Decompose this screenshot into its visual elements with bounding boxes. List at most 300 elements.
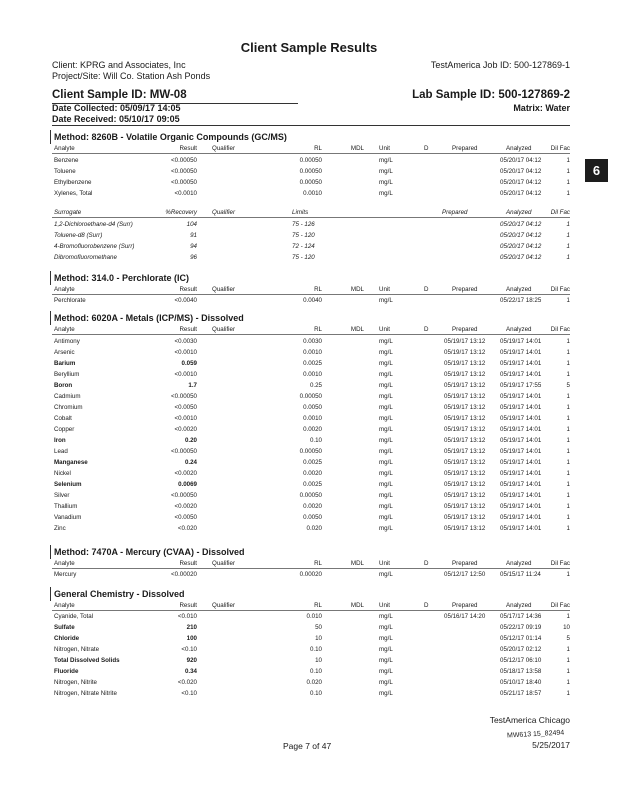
surrogate-row	[52, 230, 570, 241]
unit-value: mg/L	[379, 635, 393, 642]
col-rl: RL	[314, 326, 322, 333]
surrogate-analyzed-date: 05/20/17 04:12	[500, 254, 542, 261]
col-d: D	[424, 326, 429, 333]
result-value: <0.00020	[171, 571, 197, 578]
date-collected: Date Collected: 05/09/17 14:05	[52, 103, 181, 113]
col-result: Result	[179, 602, 197, 609]
prepared-date: 05/19/17 13:12	[444, 459, 486, 466]
result-value: 0.0069	[178, 481, 197, 488]
surrogate-name: Dibromofluoromethane	[54, 254, 117, 261]
dil-fac-value: 1	[566, 393, 570, 400]
table-row	[52, 655, 570, 666]
table-row	[52, 391, 570, 402]
result-value: <0.0010	[174, 415, 197, 422]
unit-value: mg/L	[379, 613, 393, 620]
col-surrogate-dil-fac: Dil Fac	[550, 209, 570, 216]
rl-value: 0.020	[306, 525, 322, 532]
analyte-name: Fluoride	[54, 668, 79, 675]
unit-value: mg/L	[379, 657, 393, 664]
rl-value: 0.0030	[303, 338, 322, 345]
analyte-name: Perchlorate	[54, 297, 86, 304]
analyzed-date: 05/19/17 14:01	[500, 393, 542, 400]
dil-fac-value: 1	[566, 503, 570, 510]
rl-value: 0.10	[309, 437, 322, 444]
dil-fac-value: 1	[566, 190, 570, 197]
rl-value: 0.0020	[303, 503, 322, 510]
table-row	[52, 688, 570, 699]
rl-value: 0.00050	[299, 448, 322, 455]
analyzed-date: 05/19/17 14:01	[500, 404, 542, 411]
analyte-name: Arsenic	[54, 349, 75, 356]
unit-value: mg/L	[379, 360, 393, 367]
rl-value: 0.0020	[303, 470, 322, 477]
rl-value: 0.0040	[303, 297, 322, 304]
col-prepared: Prepared	[452, 560, 478, 567]
dil-fac-value: 1	[566, 415, 570, 422]
rl-value: 0.020	[306, 679, 322, 686]
result-value: <0.0010	[174, 371, 197, 378]
unit-value: mg/L	[379, 448, 393, 455]
dil-fac-value: 10	[563, 624, 570, 631]
dil-fac-value: 1	[566, 668, 570, 675]
dil-fac-value: 1	[566, 426, 570, 433]
footer-page-number: Page 7 of 47	[283, 741, 332, 751]
surrogate-row	[52, 241, 570, 252]
prepared-date: 05/19/17 13:12	[444, 525, 486, 532]
analyte-name: Chloride	[54, 635, 80, 642]
col-analyte: Analyte	[54, 326, 75, 333]
analyzed-date: 05/19/17 14:01	[500, 503, 542, 510]
rl-value: 0.010	[306, 613, 322, 620]
analyzed-date: 05/12/17 06:10	[500, 657, 542, 664]
analyte-name: Nitrogen, Nitrite	[54, 679, 97, 686]
analyzed-date: 05/18/17 13:58	[500, 668, 542, 675]
unit-value: mg/L	[379, 668, 393, 675]
footer-doc-id: MW613 15_82494	[506, 729, 565, 740]
surrogate-name: 1,2-Dichloroethane-d4 (Surr)	[54, 221, 133, 228]
rl-value: 0.10	[309, 646, 322, 653]
table-row	[52, 347, 570, 358]
dil-fac-value: 1	[566, 360, 570, 367]
col-unit: Unit	[379, 602, 391, 609]
section-bracket	[50, 311, 51, 325]
rl-value: 0.10	[309, 690, 322, 697]
recovery-value: 96	[190, 254, 197, 261]
analyzed-date: 05/19/17 14:01	[500, 437, 542, 444]
analyzed-date: 05/19/17 14:01	[500, 371, 542, 378]
dil-fac-value: 1	[566, 646, 570, 653]
rl-value: 0.10	[309, 668, 322, 675]
unit-value: mg/L	[379, 690, 393, 697]
analyte-name: Cadmium	[54, 393, 81, 400]
client-name: Client: KPRG and Associates, Inc	[52, 60, 186, 70]
rl-value: 0.00050	[299, 157, 322, 164]
analyte-name: Total Dissolved Solids	[54, 657, 120, 664]
unit-value: mg/L	[379, 470, 393, 477]
unit-value: mg/L	[379, 514, 393, 521]
col-analyzed: Analyzed	[506, 286, 532, 293]
prepared-date: 05/19/17 13:12	[444, 338, 486, 345]
unit-value: mg/L	[379, 426, 393, 433]
col-mdl: MDL	[350, 286, 364, 293]
analyte-name: Nitrogen, Nitrate Nitrite	[54, 690, 117, 697]
result-value: <0.0020	[174, 470, 197, 477]
unit-value: mg/L	[379, 168, 393, 175]
footer-lab-name: TestAmerica Chicago	[489, 715, 570, 725]
col-analyzed: Analyzed	[506, 145, 532, 152]
prepared-date: 05/19/17 13:12	[444, 448, 486, 455]
unit-value: mg/L	[379, 503, 393, 510]
recovery-value: 104	[186, 221, 197, 228]
result-value: <0.00050	[171, 168, 197, 175]
dil-fac-value: 1	[566, 168, 570, 175]
col-surrogate-analyzed: Analyzed	[506, 209, 532, 216]
table-row	[52, 512, 570, 523]
analyte-name: Selenium	[54, 481, 82, 488]
result-value: 920	[186, 657, 197, 664]
table-row	[52, 677, 570, 688]
result-value: 0.34	[184, 668, 197, 675]
section-tab-6[interactable]: 6	[585, 159, 608, 182]
analyzed-date: 05/19/17 14:01	[500, 492, 542, 499]
analyte-name: Manganese	[54, 459, 88, 466]
col-analyzed: Analyzed	[506, 560, 532, 567]
analyte-name: Silver	[54, 492, 70, 499]
result-value: <0.0020	[174, 503, 197, 510]
table-row	[52, 413, 570, 424]
unit-value: mg/L	[379, 349, 393, 356]
analyte-name: Mercury	[54, 571, 77, 578]
col-rl: RL	[314, 560, 322, 567]
col-dil-fac: Dil Fac	[550, 145, 570, 152]
rl-value: 0.0010	[303, 415, 322, 422]
col-recovery: %Recovery	[165, 209, 197, 216]
prepared-date: 05/19/17 13:12	[444, 481, 486, 488]
rl-value: 0.0050	[303, 404, 322, 411]
prepared-date: 05/19/17 13:12	[444, 492, 486, 499]
table-row	[52, 369, 570, 380]
analyte-name: Sulfate	[54, 624, 75, 631]
col-mdl: MDL	[350, 560, 364, 567]
unit-value: mg/L	[379, 393, 393, 400]
analyte-name: Xylenes, Total	[54, 190, 93, 197]
surrogate-row	[52, 219, 570, 230]
col-d: D	[424, 602, 429, 609]
unit-value: mg/L	[379, 404, 393, 411]
analyzed-date: 05/19/17 14:01	[500, 470, 542, 477]
analyte-name: Vanadium	[54, 514, 82, 521]
col-result: Result	[179, 326, 197, 333]
col-dil-fac: Dil Fac	[550, 326, 570, 333]
col-surrogate-prepared: Prepared	[442, 209, 468, 216]
col-limits: Limits	[292, 209, 309, 216]
result-value: <0.0020	[174, 426, 197, 433]
table-row	[52, 336, 570, 347]
dil-fac-value: 1	[566, 459, 570, 466]
col-result: Result	[179, 286, 197, 293]
result-value: 100	[186, 635, 197, 642]
col-dil-fac: Dil Fac	[550, 286, 570, 293]
unit-value: mg/L	[379, 371, 393, 378]
prepared-date: 05/19/17 13:12	[444, 382, 486, 389]
col-prepared: Prepared	[452, 326, 478, 333]
prepared-date: 05/12/17 12:50	[444, 571, 486, 578]
table-row	[52, 523, 570, 534]
rl-value: 0.0025	[303, 360, 322, 367]
unit-value: mg/L	[379, 492, 393, 499]
dil-fac-value: 1	[566, 349, 570, 356]
analyte-name: Toluene	[54, 168, 76, 175]
col-result: Result	[179, 145, 197, 152]
surrogate-dil-fac: 1	[566, 221, 570, 228]
rl-value: 0.0025	[303, 459, 322, 466]
rl-value: 0.0050	[303, 514, 322, 521]
dil-fac-value: 1	[566, 371, 570, 378]
col-rl: RL	[314, 286, 322, 293]
column-header-rule	[52, 334, 570, 335]
col-d: D	[424, 560, 429, 567]
col-surrogate: Surrogate	[54, 209, 82, 216]
table-row	[52, 569, 570, 580]
surrogate-dil-fac: 1	[566, 254, 570, 261]
analyte-name: Nickel	[54, 470, 71, 477]
table-row	[52, 402, 570, 413]
unit-value: mg/L	[379, 382, 393, 389]
dil-fac-value: 1	[566, 157, 570, 164]
unit-value: mg/L	[379, 157, 393, 164]
dil-fac-value: 1	[566, 514, 570, 521]
section-bracket	[50, 130, 51, 144]
analyzed-date: 05/19/17 14:01	[500, 525, 542, 532]
col-mdl: MDL	[350, 602, 364, 609]
col-analyte: Analyte	[54, 602, 75, 609]
table-row	[52, 501, 570, 512]
analyte-name: Boron	[54, 382, 73, 389]
col-dil-fac: Dil Fac	[550, 560, 570, 567]
table-row	[52, 633, 570, 644]
analyzed-date: 05/19/17 14:01	[500, 349, 542, 356]
col-dil-fac: Dil Fac	[550, 602, 570, 609]
dil-fac-value: 1	[566, 437, 570, 444]
analyzed-date: 05/19/17 14:01	[500, 338, 542, 345]
col-analyte: Analyte	[54, 560, 75, 567]
result-value: 0.20	[184, 437, 197, 444]
prepared-date: 05/19/17 13:12	[444, 514, 486, 521]
analyte-name: Cobalt	[54, 415, 72, 422]
surrogate-name: 4-Bromofluorobenzene (Surr)	[54, 243, 135, 250]
dil-fac-value: 1	[566, 657, 570, 664]
table-row	[52, 424, 570, 435]
unit-value: mg/L	[379, 190, 393, 197]
table-row	[52, 358, 570, 369]
result-value: <0.00050	[171, 157, 197, 164]
result-value: 210	[186, 624, 197, 631]
analyzed-date: 05/19/17 14:01	[500, 426, 542, 433]
surrogate-row	[52, 252, 570, 263]
rl-value: 0.0020	[303, 426, 322, 433]
result-value: 1.7	[188, 382, 197, 389]
rl-value: 0.00020	[299, 571, 322, 578]
section-bracket	[50, 545, 51, 559]
analyte-name: Chromium	[54, 404, 83, 411]
analyzed-date: 05/19/17 17:55	[500, 382, 542, 389]
prepared-date: 05/19/17 13:12	[444, 349, 486, 356]
unit-value: mg/L	[379, 571, 393, 578]
analyzed-date: 05/20/17 04:12	[500, 190, 542, 197]
col-qualifier: Qualifier	[212, 560, 236, 567]
col-surrogate-qualifier: Qualifier	[212, 209, 236, 216]
table-row	[52, 435, 570, 446]
unit-value: mg/L	[379, 481, 393, 488]
table-row	[52, 188, 570, 199]
unit-value: mg/L	[379, 415, 393, 422]
col-d: D	[424, 145, 429, 152]
rl-value: 0.00050	[299, 179, 322, 186]
col-mdl: MDL	[350, 145, 364, 152]
dil-fac-value: 1	[566, 297, 570, 304]
section-bracket	[50, 271, 51, 285]
result-value: <0.0030	[174, 338, 197, 345]
analyte-name: Iron	[54, 437, 66, 444]
analyte-name: Benzene	[54, 157, 79, 164]
table-row	[52, 166, 570, 177]
rl-value: 0.0010	[303, 190, 322, 197]
prepared-date: 05/19/17 13:12	[444, 371, 486, 378]
rl-value: 0.25	[309, 382, 322, 389]
footer-date: 5/25/2017	[532, 740, 570, 750]
analyzed-date: 05/19/17 14:01	[500, 459, 542, 466]
table-row	[52, 468, 570, 479]
column-header-rule	[52, 153, 570, 154]
unit-value: mg/L	[379, 624, 393, 631]
dil-fac-value: 1	[566, 613, 570, 620]
col-prepared: Prepared	[452, 602, 478, 609]
dil-fac-value: 5	[566, 635, 570, 642]
analyzed-date: 05/19/17 14:01	[500, 448, 542, 455]
col-prepared: Prepared	[452, 286, 478, 293]
col-d: D	[424, 286, 429, 293]
analyte-name: Thallium	[54, 503, 78, 510]
result-value: <0.00050	[171, 492, 197, 499]
table-row	[52, 490, 570, 501]
table-row	[52, 666, 570, 677]
result-value: <0.0050	[174, 514, 197, 521]
section-title-metals: Method: 6020A - Metals (ICP/MS) - Dissolved	[54, 313, 244, 323]
col-qualifier: Qualifier	[212, 326, 236, 333]
limits-value: 75 - 120	[292, 232, 315, 239]
analyte-name: Nitrogen, Nitrate	[54, 646, 100, 653]
col-rl: RL	[314, 602, 322, 609]
prepared-date: 05/19/17 13:12	[444, 503, 486, 510]
analyzed-date: 05/19/17 14:01	[500, 415, 542, 422]
surrogate-analyzed-date: 05/20/17 04:12	[500, 243, 542, 250]
dil-fac-value: 1	[566, 470, 570, 477]
section-title-general-chemistry: General Chemistry - Dissolved	[54, 589, 185, 599]
date-received: Date Received: 05/10/17 09:05	[52, 114, 180, 124]
section-title-mercury: Method: 7470A - Mercury (CVAA) - Dissolved	[54, 547, 245, 557]
surrogate-dil-fac: 1	[566, 243, 570, 250]
col-analyzed: Analyzed	[506, 326, 532, 333]
surrogate-name: Toluene-d8 (Surr)	[54, 232, 103, 239]
result-value: <0.020	[177, 525, 197, 532]
result-value: <0.0050	[174, 404, 197, 411]
unit-value: mg/L	[379, 338, 393, 345]
analyte-name: Antimony	[54, 338, 80, 345]
col-prepared: Prepared	[452, 145, 478, 152]
dil-fac-value: 5	[566, 382, 570, 389]
table-row	[52, 644, 570, 655]
dil-fac-value: 1	[566, 481, 570, 488]
prepared-date: 05/19/17 13:12	[444, 437, 486, 444]
unit-value: mg/L	[379, 679, 393, 686]
table-row	[52, 611, 570, 622]
analyte-name: Copper	[54, 426, 75, 433]
col-analyzed: Analyzed	[506, 602, 532, 609]
dil-fac-value: 1	[566, 679, 570, 686]
table-row	[52, 295, 570, 306]
prepared-date: 05/19/17 13:12	[444, 393, 486, 400]
dil-fac-value: 1	[566, 179, 570, 186]
header-divider	[52, 125, 570, 126]
dil-fac-value: 1	[566, 690, 570, 697]
surrogate-analyzed-date: 05/20/17 04:12	[500, 221, 542, 228]
result-value: 0.059	[181, 360, 197, 367]
result-value: <0.00050	[171, 179, 197, 186]
analyte-name: Cyanide, Total	[54, 613, 94, 620]
col-qualifier: Qualifier	[212, 286, 236, 293]
section-title-voc: Method: 8260B - Volatile Organic Compounds (GC/MS)	[54, 132, 287, 142]
table-row	[52, 457, 570, 468]
unit-value: mg/L	[379, 179, 393, 186]
analyzed-date: 05/15/17 11:24	[500, 571, 541, 578]
prepared-date: 05/19/17 13:12	[444, 415, 486, 422]
table-row	[52, 155, 570, 166]
col-qualifier: Qualifier	[212, 602, 236, 609]
analyte-name: Ethylbenzene	[54, 179, 92, 186]
rl-value: 0.0010	[303, 371, 322, 378]
unit-value: mg/L	[379, 525, 393, 532]
result-value: <0.0010	[174, 190, 197, 197]
result-value: <0.00050	[171, 393, 197, 400]
analyte-name: Beryllium	[54, 371, 80, 378]
rl-value: 0.00050	[299, 168, 322, 175]
col-unit: Unit	[379, 286, 391, 293]
rl-value: 10	[315, 635, 322, 642]
lab-sample-id: Lab Sample ID: 500-127869-2	[412, 89, 570, 101]
dil-fac-value: 1	[566, 448, 570, 455]
rl-value: 0.0025	[303, 481, 322, 488]
rl-value: 0.0010	[303, 349, 322, 356]
col-unit: Unit	[379, 560, 391, 567]
analyzed-date: 05/20/17 04:12	[500, 179, 542, 186]
analyzed-date: 05/20/17 04:12	[500, 168, 542, 175]
table-row	[52, 446, 570, 457]
client-sample-id: Client Sample ID: MW-08	[52, 89, 187, 101]
col-unit: Unit	[379, 145, 391, 152]
analyte-name: Zinc	[54, 525, 66, 532]
limits-value: 72 - 124	[292, 243, 315, 250]
report-title: Client Sample Results	[240, 40, 378, 55]
recovery-value: 91	[190, 232, 197, 239]
surrogate-header-rule	[52, 217, 570, 218]
table-row	[52, 380, 570, 391]
unit-value: mg/L	[379, 646, 393, 653]
analyzed-date: 05/19/17 14:01	[500, 360, 542, 367]
col-analyte: Analyte	[54, 145, 75, 152]
col-unit: Unit	[379, 326, 391, 333]
result-value: <0.0040	[174, 297, 197, 304]
rl-value: 0.00050	[299, 492, 322, 499]
